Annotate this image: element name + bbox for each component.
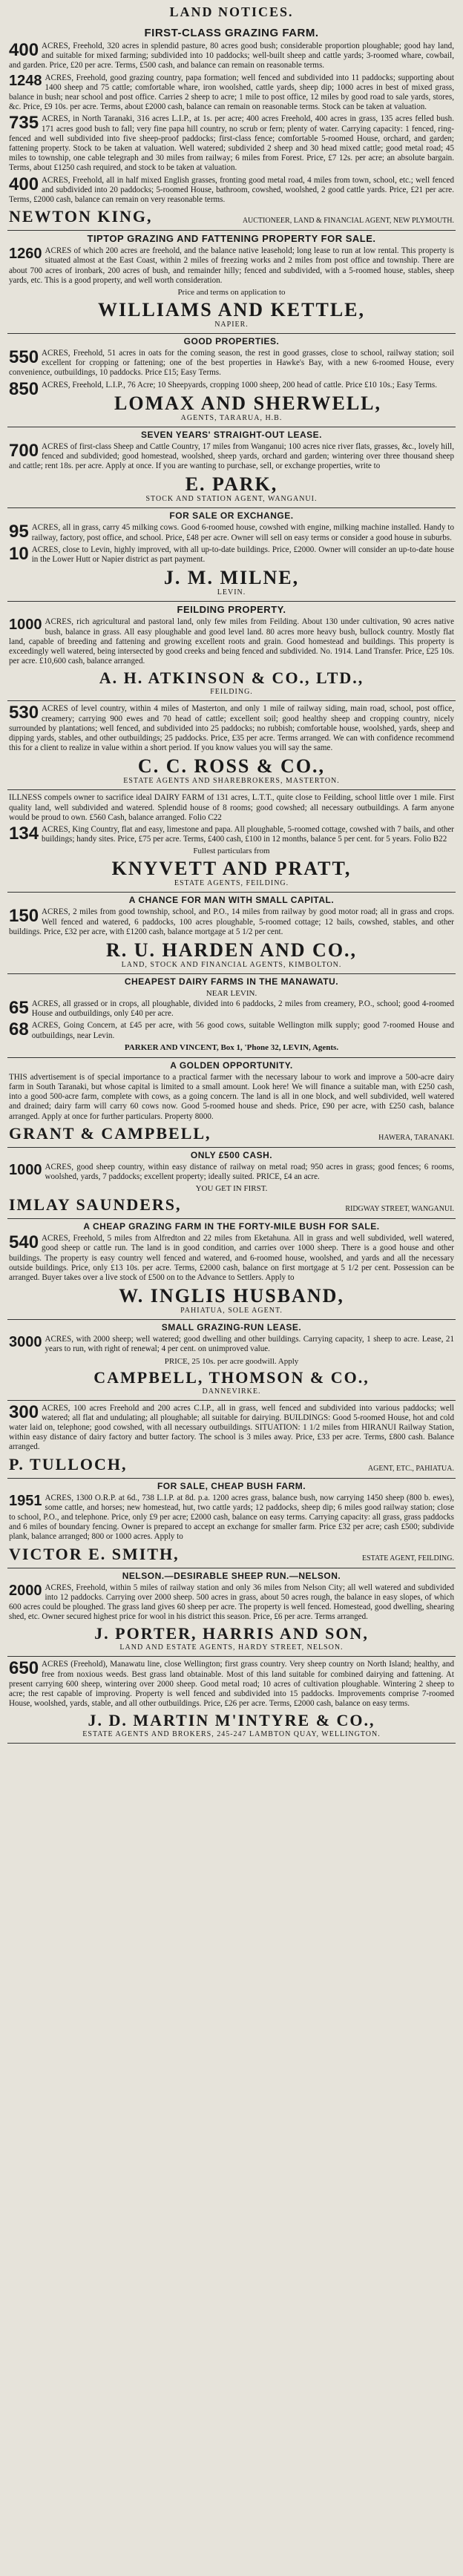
ad-note: PRICE, 25 10s. per acre goodwill. Apply <box>164 1356 299 1366</box>
advertisement <box>7 893 456 974</box>
agent-address: FEILDING. <box>210 688 253 697</box>
listing-text: ACRES, good sheep country, within easy distance of railway on metal road; 950 acres in grass; good fences; 6 rooms, woolshed, yards, 7 paddocks; excellent property; ideally suited. PRICE, £4 an acre. <box>45 1162 454 1181</box>
agent-address: LEVIN. <box>217 588 246 597</box>
listing-text: ACRES, in North Taranaki, 316 acres L.I.P., at 1s. per acre; 400 acres Freehold, 400 acres in grass, 135 acres felled bush. 171 acres good bush to fall; very fine papa hill country, no scrub or fern; plenty of water. Carrying capacity: 1 fenced, ring-fenced and well subdivided into five sheep-proof paddocks; first-class fence; comfortable 5-roomed House, orchard, and garden; fattening property. Stock to be taken at valuation. Well watered; subdivided 2 sheep and 30 head mixed cattle; good metal road; 45 miles to township, one cable telegraph and 30 miles from railway; 6 miles from Forest. Price, £7 12s. per acre; an absolute bargain. Terms, about £1250 cash required, and stock to be taken at valuation. <box>9 114 454 173</box>
listing-text: ACRES, Freehold, 5 miles from Alfredton and 22 miles from Eketahuna. All in grass and well subdivided, well watered, good sheep or cattle run. The land is in good condition, and carries over 1000 sheep. There is a good house and other buildings. The property is easy country well fenced and watered, and 6-roomed house, woolshed, and yards and all the necessary outside buildings. Price, only £13 10s. per acre. Terms, £2000 cash, balance on first mortgage at 5 1/2 per cent. Possession can be arranged. Buyer takes over a live stock of £500 on to the Advance to Settlers. Apply to <box>9 1234 454 1282</box>
agent-signature <box>9 1456 454 1473</box>
advertisement <box>7 790 456 893</box>
listing-text: ACRES, Going Concern, at £45 per acre, with 56 good cows, suitable Wellington milk supply; good 7-roomed House and outbuildings, near Levin. <box>31 1021 454 1040</box>
listing-text: ACRES of first-class Sheep and Cattle Country, 17 miles from Wanganui; 100 acres nice river flats, grasses, &c., lovely hill, fenced and subdivided; good homestead, woolshed, sheep yards, orchard and garden; wintering over three thousand sheep and cattle; rent 18s. per acre. Apply at once. If you are wanting to purchase, sell, or exchange properties, write to <box>9 441 454 471</box>
agent-name: WILLIAMS AND KETTLE, <box>97 299 366 321</box>
ad-heading: A CHEAP GRAZING FARM IN THE FORTY-MILE BUSH FOR SALE. <box>83 1221 380 1232</box>
listing-item <box>9 704 454 753</box>
acreage-number: 400 <box>9 174 39 194</box>
listing-text: ACRES, Freehold, 320 acres in splendid pasture, 80 acres good bush; considerable proportion ploughable; good hay land, and suitable for mixed farming; subdivided into 10 paddocks; well-built sheep and cattle yards; 3-roomed whare, cowbail, and garden. Price, £20 per acre. Terms, £500 cash, and balance can remain on reasonable terms. <box>9 42 454 70</box>
agent-address: AGENTS, TARARUA, H.B. <box>180 413 283 422</box>
ad-heading: GOOD PROPERTIES. <box>183 336 280 347</box>
acreage-number: 700 <box>9 440 39 461</box>
acreage-number: 1000 <box>9 617 42 634</box>
agent-signature <box>9 1125 454 1143</box>
listing-text: ACRES of which 200 acres are freehold, and the balance native leasehold; long lease to run at low rental. This property is situated almost at the East Coast, within 2 miles of freezing works and 2 miles from post office and township. There are about 700 acres of ironbark, 200 acres of bush, and remainder hilly; fenced and subdivided, with a 5-roomed house, stables, sheep yards, etc. This is a good property, and well worth consideration. <box>9 246 454 285</box>
ad-heading: A CHANCE FOR MAN WITH SMALL CAPITAL. <box>128 895 335 906</box>
acreage-number: 540 <box>9 1232 39 1253</box>
agent-address: LAND AND ESTATE AGENTS, HARDY STREET, NELSON. <box>119 1643 344 1652</box>
acreage-number: 1248 <box>9 72 42 89</box>
acreage-number: 134 <box>9 823 39 844</box>
agent-name: GRANT & CAMPBELL, <box>9 1123 211 1143</box>
listing-item <box>9 1583 454 1623</box>
ad-heading: SEVEN YEARS' STRAIGHT-OUT LEASE. <box>141 429 322 440</box>
advertisement <box>7 602 456 701</box>
listing-text: ACRES, Freehold, L.I.P., 76 Acre; 10 Sheepyards, cropping 1000 sheep, 200 head of cattle. Price £10 10s.; Easy Terms. <box>42 380 438 390</box>
listing-item <box>9 999 454 1019</box>
ad-heading: FOR SALE, CHEAP BUSH FARM. <box>157 1480 306 1491</box>
listing-text: ACRES, Freehold, 51 acres in oats for the coming season, the rest in good grasses, close to school, railway station; soil excellent for cropping or fattening; one of the best properties in Hawke's Bay, with a new 6-roomed House, every convenience, outbuildings, 10 paddocks. Price £15; Easy Terms. <box>9 349 454 378</box>
ad-heading: SMALL GRAZING-RUN LEASE. <box>161 1322 302 1333</box>
listing-item <box>9 907 454 937</box>
agent-address: RIDGWAY STREET, WANGANUI. <box>345 1205 454 1214</box>
agent-name: KNYVETT AND PRATT, <box>111 858 352 880</box>
listing-text: ACRES, Freehold, within 5 miles of railway station and only 36 miles from Nelson City; all well watered and subdivided into 12 paddocks. Carrying over 2000 sheep. 500 acres in grass, about 50 acres rough, the balance in easy slopes, of which 600 acres could be ploughed. The grass land gives 60 sheep per acre. The property is well fenced. Homestead, good dwelling, shearing shed, etc. Owner secured highest price for wool in his district this season. Price, £6 per acre. Terms arranged. <box>9 1583 454 1622</box>
agent-address: ESTATE AGENT, FEILDING. <box>362 1554 454 1563</box>
listing-text: ACRES, close to Levin, highly improved, with all up-to-date buildings. Price, £2000. Owner will consider an up-to-date house in the Lower Hutt or Napier district as part payment. <box>31 545 454 565</box>
listing-item <box>9 793 454 823</box>
advertisement <box>7 508 456 602</box>
acreage-number: 850 <box>9 378 39 399</box>
acreage-number: 650 <box>9 1658 39 1679</box>
listing-text: ACRES, King Country, flat and easy, limestone and papa. All ploughable, 5-roomed cottage, cowshed with 7 bails, and other buildings; handy sites. Price, £75 per acre. Terms, £400 cash, £100 in 12 months, balance 5 per cent. for 5 years. Folio B22 <box>42 824 454 844</box>
listing-text: ACRES, with 2000 sheep; well watered; good dwelling and other buildings. Carrying capacity, 1 sheep to acre. Lease, 21 years to run, with right of renewal; 4 per cent. on unimproved value. <box>45 1335 454 1354</box>
acreage-number: 150 <box>9 906 39 927</box>
listing-item <box>9 1335 454 1354</box>
acreage-number: 1260 <box>9 246 42 263</box>
advertisement <box>7 974 456 1058</box>
agent-name: E. PARK, <box>185 473 278 496</box>
acreage-number: 95 <box>9 522 29 542</box>
acreage-number: 68 <box>9 1019 29 1040</box>
acreage-number: 400 <box>9 40 39 60</box>
listing-text: ACRES, Freehold, all in half mixed English grasses, fronting good metal road, 4 miles from town, school, etc.; well fenced and subdivided into 20 paddocks; 5-roomed House, bathroom, cowshed, woolshed, 2 good cattle yards. Price, £21 per acre. Terms, £2000 cash, balance can remain on very reasonable terms. <box>9 175 454 205</box>
listing-item <box>9 1021 454 1040</box>
agent-line: PARKER AND VINCENT, Box 1, 'Phone 32, LEVIN, Agents. <box>124 1042 339 1052</box>
agent-address: STOCK AND STATION AGENT, WANGANUI. <box>145 495 318 504</box>
acreage-number: 1000 <box>9 1161 42 1178</box>
listing-text: ACRES, all grassed or in crops, all ploughable, divided into 6 paddocks, 2 miles from creamery, P.O., school; good 4-roomed House and outbuildings, only £40 per acre. <box>31 999 454 1019</box>
listing-item <box>9 825 454 844</box>
agent-address: DANNEVIRKE. <box>202 1387 261 1396</box>
ad-note: Fullest particulars from <box>193 847 270 856</box>
agent-address: ESTATE AGENTS, FEILDING. <box>174 879 289 888</box>
agent-address: PAHIATUA, SOLE AGENT. <box>180 1307 283 1315</box>
listing-text: ACRES, Freehold, good grazing country, papa formation; well fenced and subdivided into 11 paddocks; supporting about 1400 sheep and 75 cattle; comfortable whare, iron woolshed, cattle yards, sheep dip; 1000 acres in best of mixed grass, balance in bush; near school and post office. Carries 2 sheep to acre; 1 mile to post office, 12 miles by good road to sale yards, stores, &c. Price, £9 10s. per acre. Terms, about £2000 cash, balance can remain on reasonable terms. Stock can be taken at valuation. <box>9 73 454 112</box>
acreage-number: 65 <box>9 997 29 1018</box>
agent-signature <box>9 1545 454 1563</box>
advertisement <box>7 1401 456 1479</box>
advertisement <box>7 427 456 509</box>
agent-name: J. M. MILNE, <box>163 567 300 589</box>
acreage-number: 1951 <box>9 1492 42 1509</box>
ad-heading: NELSON.—DESIRABLE SHEEP RUN.—NELSON. <box>122 1570 341 1581</box>
agent-address: AUCTIONEER, LAND & FINANCIAL AGENT, NEW PLYMOUTH. <box>242 217 454 226</box>
listing-text: ACRES, 2 miles from good township, school, and P.O., 14 miles from railway by good motor road; all in grass and crops. Well fenced and watered, 6 paddocks, 100 acres ploughable, 5-roomed cottage; 12 bails, cowshed, stables, and other buildings. Price, £32 per acre, with £1200 cash, balance mortgage at 5 1/2 per cent. <box>9 907 454 936</box>
advertisement <box>7 231 456 334</box>
advertisement <box>7 1657 456 1744</box>
listing-item <box>9 176 454 206</box>
acreage-number: 550 <box>9 347 39 368</box>
advertisement <box>7 1479 456 1568</box>
listing-item <box>9 1660 454 1709</box>
advertisement-list <box>7 24 456 1744</box>
agent-name: A. H. ATKINSON & CO., LTD., <box>99 668 364 688</box>
agent-name: R. U. HARDEN AND CO., <box>105 939 358 961</box>
agent-signature <box>9 1196 454 1214</box>
listing-item <box>9 349 454 378</box>
listing-item <box>9 1234 454 1283</box>
acreage-number: 2000 <box>9 1582 42 1599</box>
agent-address: ESTATE AGENTS AND BROKERS, 245-247 LAMBTON QUAY, WELLINGTON. <box>82 1730 381 1739</box>
ad-note: Price and terms on application to <box>177 288 286 298</box>
listing-text: ACRES, 100 acres Freehold and 200 acres C.I.P., all in grass, well fenced and subdivided into various paddocks; well watered; all flat and undulating; all ploughable; all suitable for dairying. BUILDINGS: Good 5-roomed House, hot and cold water laid on, telephone; good cowshed, with all necessary outbuildings. SITUATION: 1 1/2 miles from HIRANUI Railway Station, within easy distance of dairy factory and butter factory. The school is 3 miles away. Price, £33 per acre. Terms, £800 cash. Balance arranged. <box>9 1403 454 1452</box>
listing-item <box>9 73 454 113</box>
ad-heading: A GOLDEN OPPORTUNITY. <box>170 1059 293 1071</box>
listing-item <box>9 1073 454 1122</box>
ad-heading: FEILDING PROPERTY. <box>177 604 286 616</box>
agent-address: LAND, STOCK AND FINANCIAL AGENTS, KIMBOLTON. <box>121 960 342 969</box>
agent-name: P. TULLOCH, <box>9 1454 128 1473</box>
ad-heading: FIRST-CLASS GRAZING FARM. <box>144 27 319 39</box>
advertisement <box>7 1219 456 1320</box>
listing-item <box>9 42 454 71</box>
listing-item <box>9 617 454 666</box>
ad-heading: TIPTOP GRAZING AND FATTENING PROPERTY FOR SALE. <box>87 233 376 245</box>
acreage-number: 3000 <box>9 1334 42 1351</box>
listing-text: ACRES, all in grass, carry 45 milking cows. Good 6-roomed house, cowshed with engine, milking machine installed. Handy to railway, factory, post office, and school. Price, £48 per acre. Owner will sell on easy terms or consider a good house in suburbs. <box>31 523 454 542</box>
ad-heading: FOR SALE OR EXCHANGE. <box>169 510 294 522</box>
listing-item <box>9 246 454 286</box>
listing-item <box>9 378 454 399</box>
agent-address: HAWERA, TARANAKI. <box>378 1133 454 1142</box>
ad-heading: ONLY £500 CASH. <box>190 1149 273 1160</box>
listing-item <box>9 1163 454 1182</box>
acreage-number: 300 <box>9 1402 39 1422</box>
advertisement <box>7 1320 456 1400</box>
page-title: LAND NOTICES. <box>169 4 294 19</box>
advertisement <box>7 334 456 427</box>
listing-text: ACRES, rich agricultural and pastoral land, only few miles from Feilding. About 130 under cultivation, 90 acres native bush, balance in grass. All easy ploughable and good level land. 80 acres more heavy bush, bullock country. Mostly flat land, capable of breeding and fattening and growing excellent roots and grain. Good homestead and buildings. This property is exceedingly well watered, being intersected by good creeks and being fenced and subdivided. No. 1914. Land Transfer. Price, £25 10s. per acre. £10,600 cash, balance arranged. <box>9 617 454 666</box>
advertisement <box>7 1148 456 1219</box>
advertisement <box>7 1058 456 1148</box>
agent-signature <box>9 208 454 226</box>
listing-item <box>9 442 454 472</box>
advertisement <box>7 701 456 790</box>
agent-name: CAMPBELL, THOMSON & CO., <box>93 1367 370 1387</box>
listing-text: ILLNESS compels owner to sacrifice ideal DAIRY FARM of 131 acres, L.T.T., quite close to Feilding, school little over 1 mile. First quality land, well subdivided and watered. Splendid house of 8 rooms; good cowshed; all necessary outbuildings. A farm anyone would be proud to own. £560 Cash, balance arranged. Folio C22 <box>9 793 454 822</box>
acreage-number: 10 <box>9 543 29 564</box>
acreage-number: 530 <box>9 703 39 723</box>
listing-text: THIS advertisement is of special importance to a practical farmer with the necessary labour to work and improve a 500-acre dairy farm in South Taranaki, but whose capital is limited to a small amount. Look here! We will finance a suitable man, with £250 cash, into a good 500-acre farm, complete with cows, as a going concern. The land is all in one block, and well subdivided, well watered and drained; dairy farm will carry 60 cows now. Good 5-roomed house and sheds. Price, £90 per acre, with £250 cash, balance arranged. Apply at once for further particulars. Property 8000. <box>9 1072 454 1121</box>
agent-name: J. D. MARTIN M'INTYRE & CO., <box>88 1711 375 1730</box>
land-notices-page <box>7 0 456 1744</box>
listing-item <box>9 114 454 173</box>
advertisement <box>7 1568 456 1657</box>
agent-address: NAPIER. <box>214 321 249 329</box>
acreage-number: 735 <box>9 113 39 134</box>
listing-item <box>9 1494 454 1542</box>
listing-text: ACRES of level country, within 4 miles of Masterton, and only 1 mile of railway siding, main road, school, post office, creamery; carrying 900 ewes and 70 head of cattle; excellent soil; good healthy sheep and cropping country, nicely surrounded by plantations; well fenced, and subdivided into 25 paddocks; no rubbish; comfortable house, woolshed, yards, sheep and dipping yards, stables, and other outbuildings; 25 paddocks. Price, £35 per acre. Terms arranged. We can with confidence recommend this for a client to realize in value within a short period. If you know values you will say the same. <box>9 704 454 753</box>
agent-name: VICTOR E. SMITH, <box>9 1544 180 1563</box>
agent-name: IMLAY SAUNDERS, <box>9 1195 182 1215</box>
advertisement <box>7 24 456 231</box>
agent-address: AGENT, ETC., PAHIATUA. <box>367 1464 454 1473</box>
listing-item <box>9 1404 454 1453</box>
listing-text: ACRES (Freehold), Manawatu line, close Wellington; first grass country. Very sheep country on North Island; healthy, and free from noxious weeds. Best grass land obtainable. Most of this land suitable for combined dairying and fattening. At present carrying 600 sheep, wintering over 2000 sheep. Good metal road; 10 acres of cultivation ploughable. Wintering 2 sheep to acre; the rest capable of improving. Property is well fenced and subdivided into 15 paddocks. Improvements comprise 7-roomed House, woolshed, yards, stable, and all other outbuildings. Price, £26 per acre. Terms, £2000 cash, balance on easy terms. <box>9 1660 454 1709</box>
listing-item <box>9 523 454 542</box>
agent-name: W. INGLIS HUSBAND, <box>119 1285 344 1307</box>
agent-address: ESTATE AGENTS AND SHAREBROKERS, MASTERTON. <box>123 777 340 786</box>
listing-text: ACRES, 1300 O.R.P. at 6d., 738 L.I.P. at 8d. p.a. 1200 acres grass, balance bush, now carrying 1450 sheep (800 b. ewes), some cattle, and horses; new homestead, hut, two cattle yards; 12 paddocks, sheep dip; 6 miles good railway station; close to school, P.O., and telephone. Price, only £9 per acre; £2000 cash, balance on easy terms. Carrying capacity: all grass, grass paddocks and 6 miles of boundary fencing. Owner is prepared to accept an exchange for smaller farm. Price £32 per acre; cash £500; subdivide plank, balance arranged; 800 or 1000 acres. Apply to <box>9 1493 454 1542</box>
agent-name: C. C. ROSS & CO., <box>137 755 326 778</box>
ad-heading: CHEAPEST DAIRY FARMS IN THE MANAWATU. <box>124 976 339 987</box>
listing-item <box>9 545 454 565</box>
ad-sub-heading: NEAR LEVIN. <box>206 988 257 998</box>
agent-name: NEWTON KING, <box>9 207 153 226</box>
agent-name: J. PORTER, HARRIS AND SON, <box>94 1624 369 1643</box>
ad-note: YOU GET IN FIRST. <box>195 1184 268 1194</box>
agent-name: LOMAX AND SHERWELL, <box>114 392 381 414</box>
